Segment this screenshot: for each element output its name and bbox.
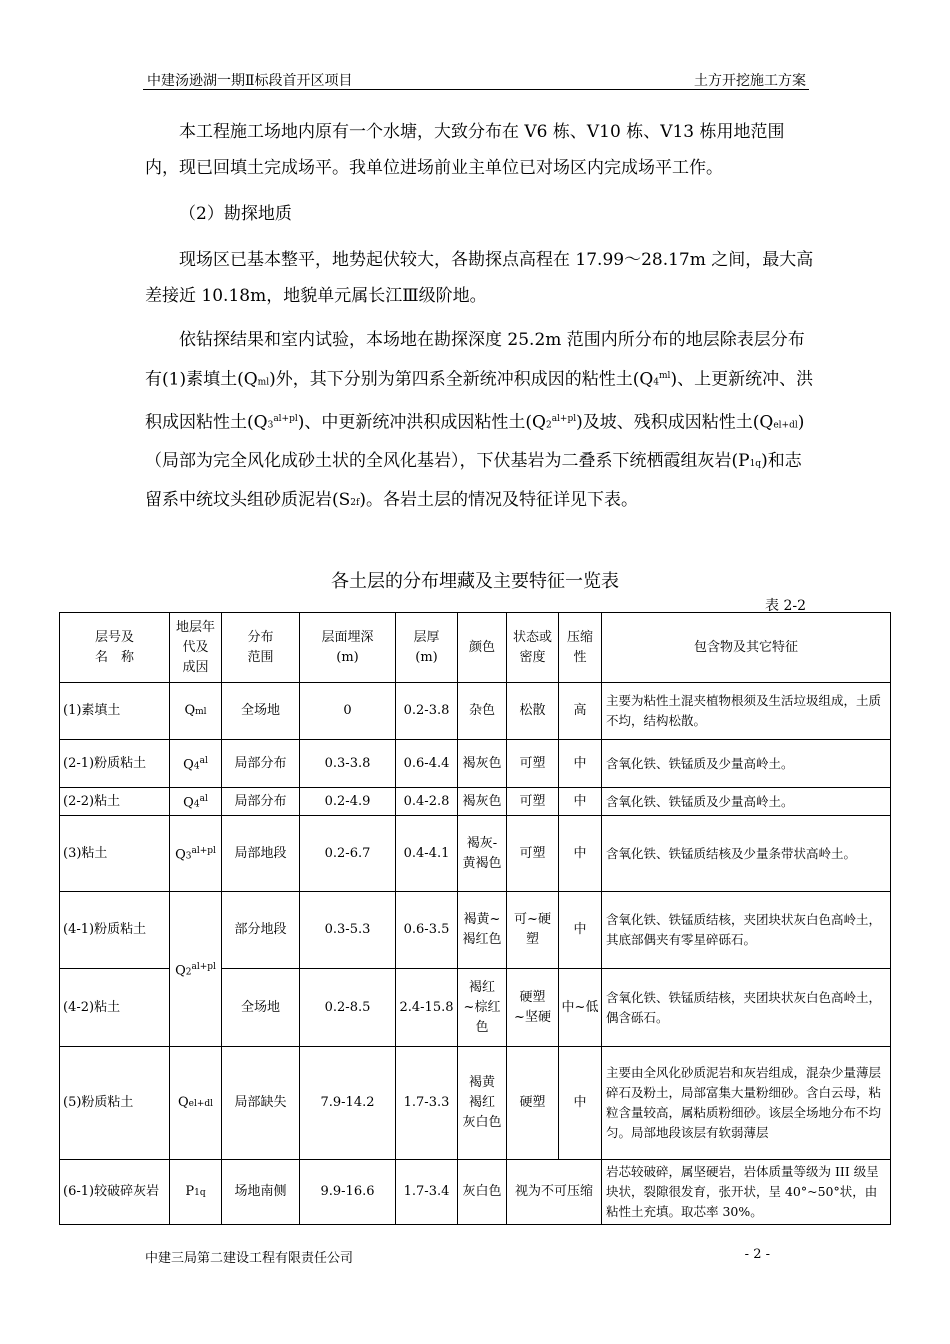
section-heading-geology: （2）勘探地质: [179, 204, 292, 224]
table-header-row: [60, 613, 891, 683]
cell-color: 褐黄 褐红 灰白色: [458, 1047, 507, 1160]
cell-range: 局部分布: [222, 788, 300, 816]
cell-range: 局部缺失: [222, 1047, 300, 1160]
header-description: 包含物及其它特征: [602, 613, 891, 683]
cell-state: 松散: [507, 683, 559, 740]
cell-age: Qml: [170, 683, 222, 740]
cell-description: 含氧化铁、铁锰质结核及少量条带状高岭土。: [602, 816, 891, 892]
cell-age: Qel+dl: [170, 1047, 222, 1160]
cell-depth: 0.2-8.5: [300, 969, 396, 1047]
cell-description: 含氧化铁、铁锰质及少量高岭土。: [602, 788, 891, 816]
cell-layer: (2-2)粘土: [60, 788, 170, 816]
cell-description: 主要由全风化砂质泥岩和灰岩组成，混杂少量薄层碎石及粉土，局部富集大量粉细砂。含白云母，粘粒含量较高，属粘质粉细砂。该层全场地分布不均匀。局部地段该层有软弱薄层: [602, 1047, 891, 1160]
cell-state: 硬塑 ~坚硬: [507, 969, 559, 1047]
cell-compressibility: 高: [559, 683, 602, 740]
cell-layer: (3)粘土: [60, 816, 170, 892]
cell-compressibility: 中: [559, 788, 602, 816]
table-number: 表 2-2: [765, 598, 806, 614]
cell-depth: 0.2-4.9: [300, 788, 396, 816]
table-row: [60, 1047, 891, 1160]
cell-range: 全场地: [222, 969, 300, 1047]
cell-range: 部分地段: [222, 892, 300, 969]
cell-range: 全场地: [222, 683, 300, 740]
cell-color: 褐灰色: [458, 740, 507, 788]
header-color: 颜色: [458, 613, 507, 683]
header-thickness: 层厚 (m): [396, 613, 458, 683]
cell-range: 局部地段: [222, 816, 300, 892]
table-row: [60, 788, 891, 816]
cell-state: 可塑: [507, 816, 559, 892]
cell-range: 局部分布: [222, 740, 300, 788]
cell-depth: 0.3-3.8: [300, 740, 396, 788]
header-rule: [143, 89, 809, 90]
cell-thickness: 0.4-2.8: [396, 788, 458, 816]
cell-compressibility: 中: [559, 740, 602, 788]
header-project-title: 中建汤逊湖一期Ⅱ标段首开区项目: [147, 73, 353, 89]
cell-color: 褐黄~ 褐红色: [458, 892, 507, 969]
header-layer: 层号及 名 称: [60, 613, 170, 683]
cell-depth: 7.9-14.2: [300, 1047, 396, 1160]
cell-color: 杂色: [458, 683, 507, 740]
table-title: 各土层的分布埋藏及主要特征一览表: [331, 571, 619, 592]
cell-thickness: 0.4-4.1: [396, 816, 458, 892]
cell-depth: 0.2-6.7: [300, 816, 396, 892]
cell-age: $Q4^{al}$: [170, 788, 222, 816]
cell-state: 硬塑: [507, 1047, 559, 1160]
cell-layer: (6-1)较破碎灰岩: [60, 1160, 170, 1225]
cell-thickness: 0.2-3.8: [396, 683, 458, 740]
cell-layer: (4-1)粉质粘土: [60, 892, 170, 969]
soil-layer-table: [59, 612, 891, 1225]
cell-thickness: 1.7-3.3: [396, 1047, 458, 1160]
cell-depth: 0.3-5.3: [300, 892, 396, 969]
cell-depth: 9.9-16.6: [300, 1160, 396, 1225]
cell-depth: 0: [300, 683, 396, 740]
page-number: - 2 -: [744, 1247, 770, 1262]
cell-age: $Q2^{al+pl}$: [170, 892, 222, 1047]
header-compressibility: 压缩 性: [559, 613, 602, 683]
header-document-title: 土方开挖施工方案: [694, 73, 806, 89]
cell-description: 含氧化铁、铁锰质结核，夹团块状灰白色高岭土，其底部偶夹有零星碎砾石。: [602, 892, 891, 969]
header-age: 地层年 代及 成因: [170, 613, 222, 683]
cell-layer: (1)素填土: [60, 683, 170, 740]
cell-state: 可塑: [507, 740, 559, 788]
cell-compressibility: 中: [559, 816, 602, 892]
cell-description: 主要为粘性土混夹植物根须及生活垃圾组成，土质不均，结构松散。: [602, 683, 891, 740]
cell-age: $Q3^{al+pl}$: [170, 816, 222, 892]
footer-company: 中建三局第二建设工程有限责任公司: [145, 1251, 354, 1266]
cell-state-compressibility: 视为不可压缩: [507, 1160, 602, 1225]
cell-description: 含氧化铁、铁锰质结核，夹团块状灰白色高岭土，偶含砾石。: [602, 969, 891, 1047]
cell-age: P1q: [170, 1160, 222, 1225]
cell-color: 褐红 ~棕红 色: [458, 969, 507, 1047]
cell-compressibility: 中: [559, 892, 602, 969]
paragraph-site-pond: 本工程施工场地内原有一个水塘，大致分布在 V6 栋、V10 栋、V13 栋用地范围内，现已回填土完成场平。我单位进场前业主单位已对场区内完成场平工作。: [145, 122, 785, 178]
header-state: 状态或 密度: [507, 613, 559, 683]
header-depth: 层面埋深 (m): [300, 613, 396, 683]
cell-compressibility: 中: [559, 1047, 602, 1160]
cell-age: $Q4^{al}$: [170, 740, 222, 788]
table-row: [60, 816, 891, 892]
table-row: [60, 740, 891, 788]
cell-state: 可塑: [507, 788, 559, 816]
header-range: 分布 范围: [222, 613, 300, 683]
paragraph-terrain: 现场区已基本整平，地势起伏较大，各勘探点高程在 17.99～28.17m 之间，最大高差接近 10.18m，地貌单元属长江Ⅲ级阶地。: [145, 250, 814, 306]
cell-description: 岩芯较破碎，属坚硬岩，岩体质量等级为 III 级呈块状，裂隙很发育，张开状，呈 40°~50°状，由粘性土充填。取芯率 30%。: [602, 1160, 891, 1225]
cell-thickness: 1.7-3.4: [396, 1160, 458, 1225]
cell-compressibility: 中~低: [559, 969, 602, 1047]
table-row: [60, 892, 891, 969]
cell-range: 场地南侧: [222, 1160, 300, 1225]
cell-layer: (4-2)粘土: [60, 969, 170, 1047]
cell-thickness: 0.6-3.5: [396, 892, 458, 969]
table-row: [60, 683, 891, 740]
cell-state: 可~硬 塑: [507, 892, 559, 969]
cell-thickness: 2.4-15.8: [396, 969, 458, 1047]
cell-description: 含氧化铁、铁锰质及少量高岭土。: [602, 740, 891, 788]
cell-color: 褐灰- 黄褐色: [458, 816, 507, 892]
cell-layer: (2-1)粉质粘土: [60, 740, 170, 788]
cell-color: 褐灰色: [458, 788, 507, 816]
cell-color: 灰白色: [458, 1160, 507, 1225]
paragraph-strata: 依钻探结果和室内试验，本场地在勘探深度 25.2m 范围内所分布的地层除表层分布有(1)素填土(Qml)外，其下分别为第四系全新统冲积成因的粘性土$(Q4^{ml})$、上更新统冲、洪积成因粘性土$(Q3^{al+pl})$、中更新统冲洪积成因粘性土$(Q2^{al+pl})$及坡、残积成因粘性土(Qel+dl)（局部为完全风化成砂土状的全风化基岩），下伏基岩为二叠系下统栖霞组灰岩(P1q)和志留系中统坟头组砂质泥岩(S2f)。各岩土层的情况及特征详见下表。: [145, 330, 814, 511]
table-row: [60, 1160, 891, 1225]
cell-thickness: 0.6-4.4: [396, 740, 458, 788]
cell-layer: (5)粉质粘土: [60, 1047, 170, 1160]
